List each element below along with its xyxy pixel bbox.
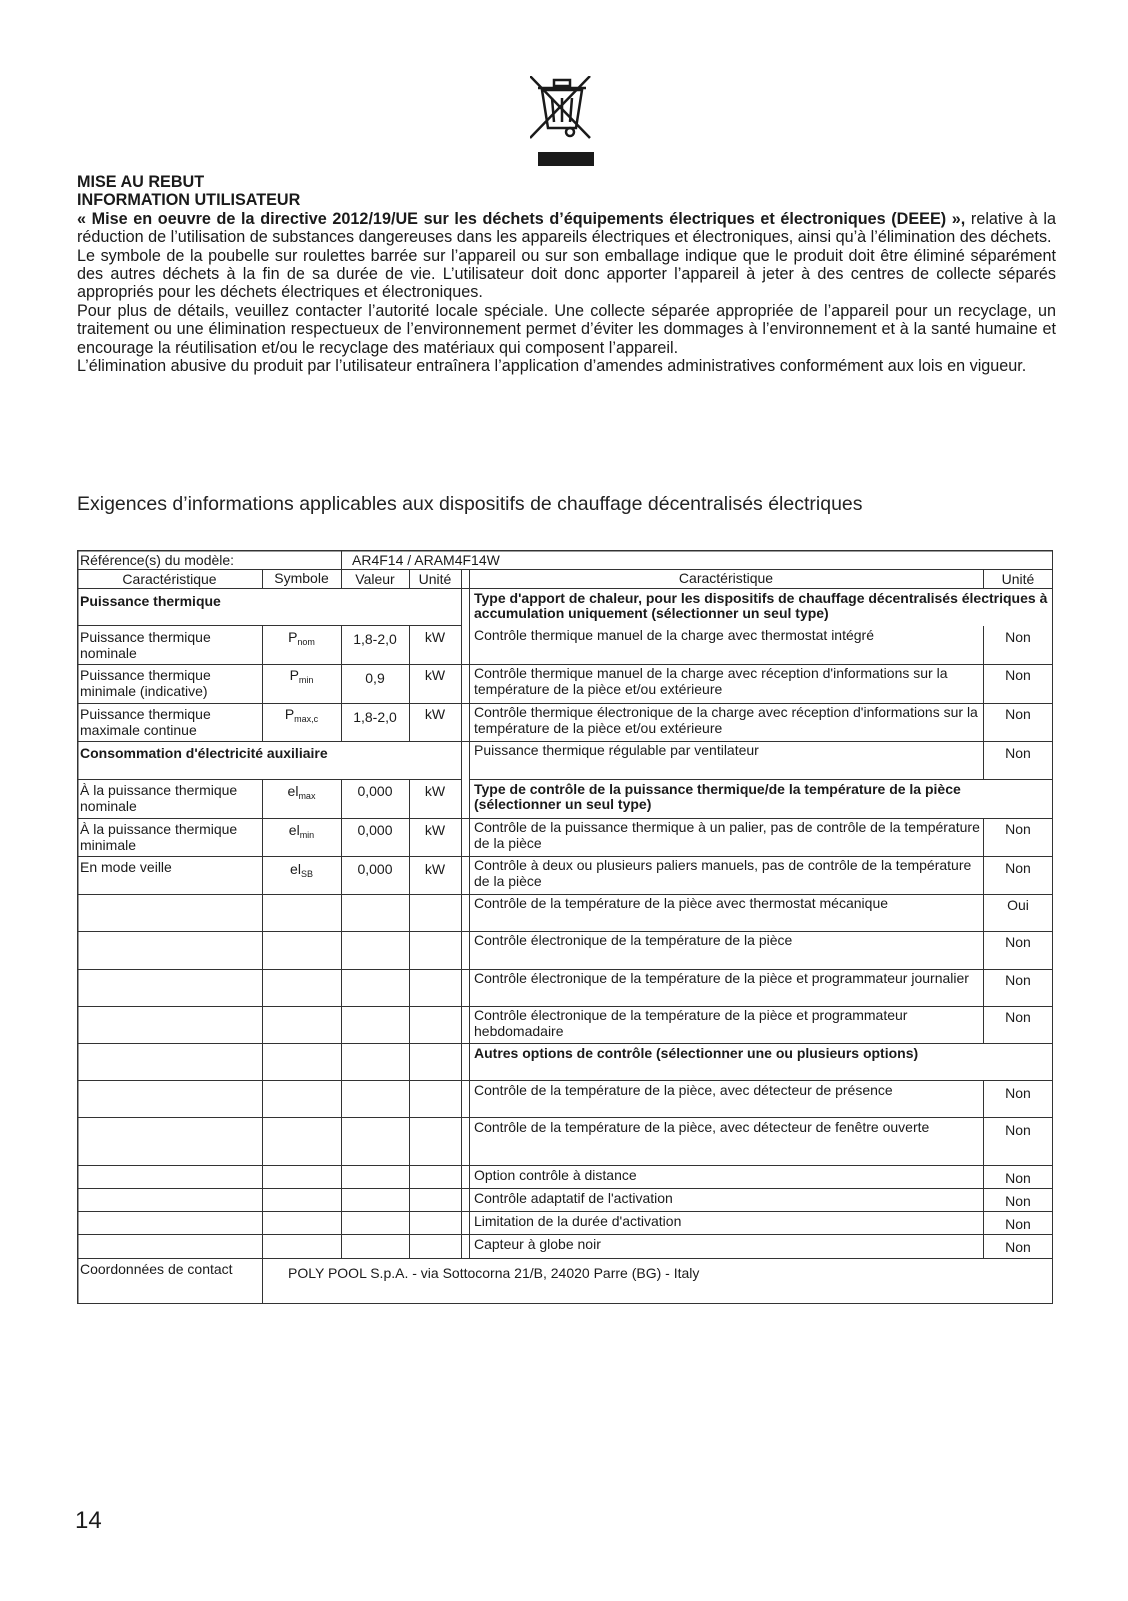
model-value: AR4F14 / ARAM4F14W: [352, 553, 500, 568]
symbol-text: el: [287, 784, 299, 799]
section-control-type: Type de contrôle de la puissance thermique/de la température de la pièce (sélectionner un seul type): [474, 782, 961, 812]
crossed-out-wheelie-bin-icon: [530, 76, 602, 168]
symbol-text: P: [288, 630, 298, 645]
right-row-label: Contrôle de la température de la pièce, avec détecteur de présence: [474, 1083, 893, 1098]
aux-row-label: En mode veille: [80, 860, 172, 875]
right-row-label: Capteur à globe noir: [474, 1237, 601, 1252]
right-row-label: Contrôle de la puissance thermique à un palier, pas de contrôle de la température de la pièce: [474, 820, 980, 851]
symbol-subscript: SB: [300, 869, 313, 879]
right-row-label: Puissance thermique régulable par ventilateur: [474, 743, 759, 758]
section-other-control-options: Autres options de contrôle (sélectionner une ou plusieurs options): [474, 1046, 919, 1061]
symbol-subscript: nom: [297, 637, 315, 647]
header-right-unit: Unité: [1001, 572, 1035, 587]
right-row-unit: Non: [1005, 630, 1031, 645]
heat-row-value: 1,8-2,0: [353, 632, 397, 647]
paragraph-2: Le symbole de la poubelle sur roulettes barrée sur l’appareil ou sur son emballage indique que le produit doit être éliminé séparément des autres déchets à la fin de sa durée de vie. L’utilisateur doit donc apporter l’appareil à jeter à des centres de collecte séparés appropriés pour les déchets électriques et électroniques.: [77, 246, 1056, 302]
right-row-unit: Non: [1005, 1086, 1031, 1101]
heat-row-value: 0,9: [365, 671, 385, 686]
right-row-unit: Non: [1005, 707, 1031, 722]
symbol-text: P: [289, 668, 299, 683]
aux-row-unit: kW: [424, 862, 446, 877]
heading-user-information: INFORMATION UTILISATEUR: [77, 191, 301, 210]
aux-row-label: À la puissance thermique nominale: [80, 783, 238, 814]
header-value: Valeur: [355, 572, 395, 587]
symbol-text: el: [288, 823, 300, 838]
symbol-text: P: [284, 707, 295, 722]
symbol-subscript: max,c: [294, 714, 319, 724]
right-row-label: Limitation de la durée d'activation: [474, 1214, 682, 1229]
aux-row-symbol: [262, 823, 341, 841]
heat-row-label: Puissance thermique minimale (indicative): [80, 668, 211, 699]
directive-paragraph: [77, 210, 1056, 247]
heat-row-unit: kW: [424, 630, 446, 645]
section-heat-input-type: Type d'apport de chaleur, pour les dispositifs de chauffage décentralisés électriques à accumulation uniquement (sélectionner un seul type): [474, 591, 1048, 621]
right-row-label: Option contrôle à distance: [474, 1168, 637, 1183]
right-row-unit: Non: [1005, 746, 1031, 761]
right-row-unit: Non: [1005, 668, 1031, 683]
right-row-unit: Oui: [1007, 898, 1029, 913]
aux-row-symbol: [262, 862, 341, 880]
header-characteristic: Caractéristique: [122, 572, 217, 587]
right-row-unit: Non: [1005, 1010, 1031, 1025]
paragraph-3: Pour plus de détails, veuillez contacter l’autorité locale spéciale. Une collecte séparée appropriée de l’appareil pour un recyclage, un traitement ou une élimination respectueux de l’environnement permet d’éviter les dommages à l’environnement et à la santé humaine et encourage la réutilisation et/ou le recyclage des matériaux qui composent l’appareil.: [77, 301, 1056, 357]
page-number: 14: [75, 1507, 102, 1534]
heat-row-label: Puissance thermique nominale: [80, 630, 211, 661]
right-row-unit: Non: [1005, 1240, 1031, 1255]
aux-row-symbol: [262, 784, 341, 802]
model-label: Référence(s) du modèle:: [80, 553, 235, 568]
right-row-unit: Non: [1005, 935, 1031, 950]
symbol-subscript: max: [298, 791, 316, 801]
directive-text: relative à la réduction de l’utilisation de substances dangereuses dans les appareils électriques et électroniques, ainsi qu’à l’élimination des déchets.: [77, 209, 1056, 247]
right-row-unit: Non: [1005, 1123, 1031, 1138]
right-row-label: Contrôle adaptatif de l'activation: [474, 1191, 673, 1206]
right-row-label: Contrôle à deux ou plusieurs paliers manuels, pas de contrôle de la température de la pièce: [474, 858, 972, 889]
header-symbol: Symbole: [274, 571, 329, 586]
right-row-unit: Non: [1005, 973, 1031, 988]
right-row-label: Contrôle électronique de la température de la pièce et programmateur journalier: [474, 971, 969, 986]
right-row-unit: Non: [1005, 861, 1031, 876]
aux-row-unit: kW: [424, 784, 446, 799]
right-row-label: Contrôle de la température de la pièce, avec détecteur de fenêtre ouverte: [474, 1120, 930, 1135]
ecodesign-table: [77, 550, 1053, 1304]
heat-row-value: 1,8-2,0: [353, 710, 397, 725]
symbol-subscript: min: [298, 675, 314, 685]
right-row-label: Contrôle de la température de la pièce avec thermostat mécanique: [474, 896, 889, 911]
aux-row-value: 0,000: [357, 784, 393, 799]
right-row-label: Contrôle électronique de la température de la pièce et programmateur hebdomadaire: [474, 1008, 908, 1039]
section-heat-output: Puissance thermique: [80, 594, 221, 609]
right-row-label: Contrôle thermique manuel de la charge avec thermostat intégré: [474, 628, 874, 643]
right-row-label: Contrôle électronique de la température de la pièce: [474, 933, 793, 948]
header-right-characteristic: Caractéristique: [678, 571, 774, 586]
heat-row-unit: kW: [424, 668, 446, 683]
right-row-unit: Non: [1005, 822, 1031, 837]
contact-value: POLY POOL S.p.A. - via Sottocorna 21/B, 24020 Parre (BG) - Italy: [288, 1266, 700, 1281]
heat-row-symbol: [262, 668, 341, 686]
right-row-unit: Non: [1005, 1194, 1031, 1209]
aux-row-value: 0,000: [357, 823, 393, 838]
disposal-information: [77, 173, 1056, 375]
contact-label: Coordonnées de contact: [80, 1262, 233, 1277]
heat-row-label: Puissance thermique maximale continue: [80, 707, 211, 738]
aux-row-value: 0,000: [357, 862, 393, 877]
heat-row-symbol: [262, 707, 341, 725]
table-title: Exigences d’informations applicables aux dispositifs de chauffage décentralisés électriques: [77, 493, 863, 515]
symbol-subscript: min: [299, 830, 315, 840]
aux-row-unit: kW: [424, 823, 446, 838]
heat-row-unit: kW: [424, 707, 446, 722]
right-row-unit: Non: [1005, 1171, 1031, 1186]
right-row-label: Contrôle thermique électronique de la charge avec réception d'informations sur la température de la pièce et/ou extérieure: [474, 705, 978, 736]
symbol-text: el: [290, 862, 301, 877]
section-auxiliary-consumption: Consommation d'électricité auxiliaire: [80, 746, 328, 761]
paragraph-4: L’élimination abusive du produit par l’utilisateur entraînera l’application d’amendes administratives conformément aux lois en vigueur.: [77, 357, 1027, 376]
right-row-label: Contrôle thermique manuel de la charge avec réception d'informations sur la température de la pièce et/ou extérieure: [474, 666, 948, 697]
aux-row-label: À la puissance thermique minimale: [80, 822, 238, 853]
directive-title: « Mise en oeuvre de la directive 2012/19/UE sur les déchets d’équipements électriques et électroniques (DEEE) »,: [77, 209, 966, 228]
heading-disposal: MISE AU REBUT: [77, 173, 205, 191]
header-unit: Unité: [418, 572, 452, 587]
heat-row-symbol: [262, 630, 341, 648]
right-row-unit: Non: [1005, 1217, 1031, 1232]
